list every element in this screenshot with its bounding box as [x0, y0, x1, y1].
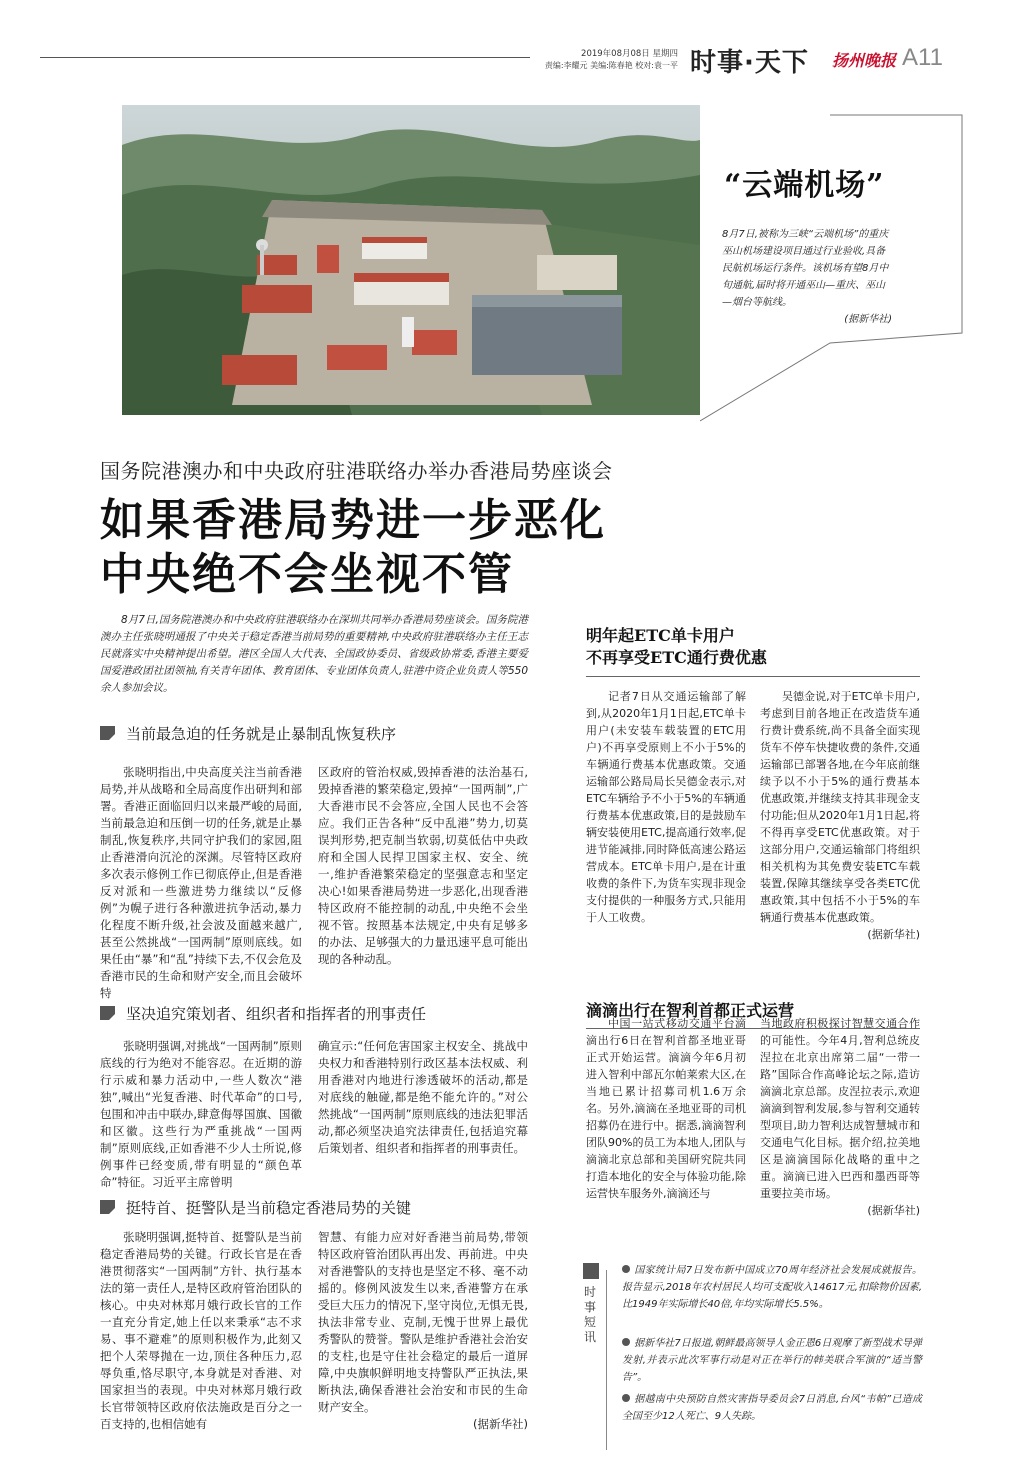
- section-3-col-2: [318, 1229, 528, 1433]
- section-marker-icon: [100, 726, 115, 740]
- page-number: A11: [902, 44, 943, 71]
- briefs-tag-char: 事: [583, 1300, 596, 1314]
- section-heading-text: 当前最急迫的任务就是止暴制乱恢复秩序: [126, 725, 397, 743]
- etc-col-2: [760, 688, 920, 943]
- didi-headline: 滴滴出行在智利首都正式运营: [586, 1001, 795, 1020]
- didi-col-2: [760, 1015, 920, 1219]
- section-heading-1: [100, 723, 530, 743]
- paragraph: 张晓明强调,挺特首、挺警队是当前稳定香港局势的关键。行政长官是在香港贯彻落实“一国两制”方针、执行基本法的第一责任人,是特区政府管治团队的核心。中央对林郑月娥行政长官的工作一直充分肯定,她上任以来秉承“志不求易、事不避难”的原则积极作为,此刻又把个人荣辱抛在一边,顶住各种压力,忍辱负重,恪尽职守,本身就是对香港、对国家担当的表现。中央对林郑月娥行政长官带领特区政府依法施政是百分之一百支持的,也相信她有: [100, 1230, 302, 1431]
- main-kicker: 国务院港澳办和中央政府驻港联络办举办香港局势座谈会: [100, 459, 613, 483]
- airport-aerial-illustration: [122, 105, 700, 415]
- photo-caption-text: 8月7日,被称为三峡“云端机场”的重庆巫山机场建设项目通过行业验收,具备民航机场运行条件。该机场有望8月中旬通航,届时将开通巫山—重庆、巫山—烟台等航线。: [722, 229, 889, 308]
- section-1-col-1: [100, 764, 302, 1002]
- section-3-col-1: [100, 1229, 302, 1433]
- section-2-col-1: [100, 1038, 302, 1191]
- paragraph: 当地政府积极探讨智慧交通合作的可能性。今年4月,智利总统皮涅拉在北京出席第二届“一带一路”国际合作高峰论坛之际,造访滴滴北京总部。皮涅拉表示,欢迎滴滴到智利发展,参与智利交通转型项目,助力智利达成智慧城市和交通电气化目标。据介绍,拉美地区是滴滴国际化战略的重中之重。滴滴已进入巴西和墨西哥等重要拉美市场。: [760, 1017, 920, 1200]
- photo-title: “云端机场”: [724, 168, 885, 203]
- etc-headline-line-1: 明年起ETC单卡用户: [586, 626, 735, 645]
- paragraph: 确宣示:“任何危害国家主权安全、挑战中央权力和香港特别行政区基本法权威、利用香港对内地进行渗透破坏的活动,都是对底线的触碰,都是绝不能允许的。”对公然挑战“一国两制”原则底线的违法犯罪活动,都必须坚决追究法律责任,包括追究幕后策划者、组织者和指挥者的刑事责任。: [318, 1039, 528, 1155]
- bullet-icon: [622, 1338, 630, 1346]
- section-heading-3: [100, 1197, 530, 1217]
- brief-text: 据新华社7日报道,朝鲜最高领导人金正恩6日观摩了新型战术导弹发射,并表示此次军事行动是对正在举行的韩美联合军演的“适当警告”。: [622, 1338, 922, 1383]
- etc-rule: [586, 676, 920, 677]
- bullet-icon: [622, 1394, 630, 1402]
- brief-text: 据越南中央预防自然灾害指导委员会7日消息,台风“韦帕”已造成全国至少12人死亡、9人失踪。: [622, 1394, 922, 1422]
- paragraph: 记者7日从交通运输部了解到,从2020年1月1日起,ETC单卡用户(未安装车载装置的ETC用户)不再享受原则上不小于5%的车辆通行费基本优惠政策。交通运输部公路局局长吴德金表示,对ETC车辆给予不小于5%的车辆通行费基本优惠政策,目的是鼓励车辆安装使用ETC,提高通行效率,促进节能减排,同时降低高速公路运营成本。ETC单卡用户,是在计重收费的条件下,为货车实现非现金支付提供的一种服务方式,只能用于人工收费。: [586, 690, 746, 924]
- main-headline-line-1: 如果香港局势进一步恶化: [100, 495, 606, 546]
- didi-source: (据新华社): [867, 1204, 920, 1217]
- photo-caption-source: (据新华社): [844, 314, 892, 325]
- section-marker-icon: [100, 1006, 115, 1020]
- photo-caption: [722, 226, 892, 328]
- etc-headline: [586, 625, 767, 669]
- briefs-tag-char: 讯: [583, 1330, 596, 1344]
- masthead-editors: 责编:李耀元 美编:陈春艳 校对:袁一平: [544, 61, 678, 70]
- didi-col-1: [586, 1015, 746, 1202]
- section-1-col-2: [318, 764, 528, 968]
- masthead-meta: [528, 49, 678, 71]
- brief-item: [622, 1262, 922, 1313]
- arrow-icon: [583, 1263, 599, 1279]
- briefs-tag: [583, 1263, 605, 1345]
- etc-headline-line-2: 不再享受ETC通行费优惠: [586, 648, 767, 667]
- masthead-date: 2019年08月08日 星期四: [581, 49, 678, 59]
- etc-source: (据新华社): [867, 928, 920, 941]
- briefs-tag-char: 短: [583, 1315, 596, 1329]
- bullet-icon: [622, 1265, 630, 1273]
- section-2-col-2: [318, 1038, 528, 1157]
- paragraph: 张晓明指出,中央高度关注当前香港局势,并从战略和全局高度作出研判和部署。香港正面临回归以来最严峻的局面,当前最急迫和压倒一切的任务,就是止暴制乱,恢复秩序,共同守护我们的家园,阻止香港滑向沉沦的深渊。尽管特区政府多次表示修例工作已彻底停止,但是香港反对派和一些激进势力继续以“反修例”为幌子进行各种激进抗争活动,暴力化程度不断升级,社会波及面越来越广,甚至公然挑战“一国两制”原则底线。如果任由“暴”和“乱”持续下去,不仅会危及香港市民的生命和财产安全,而且会破坏特: [100, 765, 302, 1000]
- section-3-source: (据新华社): [473, 1417, 528, 1431]
- main-lead: 8月7日,国务院港澳办和中央政府驻港联络办在深圳共同举办香港局势座谈会。国务院港澳办主任张晓明通报了中央关于稳定香港当前局势的重要精神,中央政府驻港联络办主任王志民就落实中央精神提出希望。港区全国人大代表、全国政协委员、省级政协常委,香港主要爱国爱港政团社团领袖,有关青年团体、教育团体、专业团体负责人,驻港中资企业负责人等550余人参加会议。: [100, 614, 528, 694]
- paragraph: 智慧、有能力应对好香港当前局势,带领特区政府管治团队再出发、再前进。中央对香港警队的支持也是坚定不移、毫不动摇的。修例风波发生以来,香港警方在承受巨大压力的情况下,坚守岗位,无惧无畏,执法非常专业、克制,无愧于世界上最优秀警队的赞誉。警队是维护香港社会治安的支柱,也是守住社会稳定的最后一道屏障,中央旗帜鲜明地支持警队严正执法,果断执法,确保香港社会治安和市民的生命财产安全。: [318, 1230, 528, 1414]
- briefs-divider: [606, 1270, 607, 1450]
- brief-item: [622, 1391, 922, 1425]
- paragraph: 张晓明强调,对挑战“一国两制”原则底线的行为绝对不能容忍。在近期的游行示威和暴力活动中,一些人数次“港独”,喊出“光复香港、时代革命”的口号,包围和冲击中联办,肆意侮辱国旗、国徽和区徽。这些行为严重挑战“一国两制”原则底线,正如香港不少人士所说,修例事件已经变质,带有明显的“颜色革命”特征。习近平主席曾明: [100, 1039, 302, 1189]
- section-heading-text: 挺特首、挺警队是当前稳定香港局势的关键: [126, 1199, 412, 1217]
- main-headline-line-2: 中央绝不会坐视不管: [100, 549, 514, 600]
- etc-col-1: [586, 688, 746, 926]
- paragraph: 吴德金说,对于ETC单卡用户,考虑到目前各地正在改造货车通行费计费系统,尚不具备全面实现货车不停车快捷收费的条件,交通运输部已部署各地,在今年底前继续予以不小于5%的通行费基本优惠政策,并继续支持其非现金支付功能;但从2020年1月1日起,将不得再享受ETC优惠政策。对于这部分用户,交通运输部门将组织相关机构为其免费安装ETC车载装置,保障其继续享受各类ETC优惠政策,其中包括不小于5%的车辆通行费基本优惠政策。: [760, 690, 920, 924]
- brief-item: [622, 1335, 922, 1386]
- briefs-tag-char: 时: [583, 1285, 596, 1299]
- brief-text: 国家统计局7日发布新中国成立70周年经济社会发展成就报告。报告显示,2018年农村居民人均可支配收入14617元,扣除物价因素,比1949年实际增长40倍,年均实际增长5.5%。: [622, 1265, 922, 1310]
- paragraph: 中国一站式移动交通平台滴滴出行6日在智利首都圣地亚哥正式开始运营。滴滴今年6月初进入智利中部瓦尔帕莱索大区,在当地已累计招募司机1.6万余名。另外,滴滴在圣地亚哥的司机招募仍在进行中。据悉,滴滴智利团队90%的员工为本地人,团队与滴滴北京总部和美国研究院共同打造本地化的安全与体验功能,除运营快车服务外,滴滴还与: [586, 1017, 746, 1200]
- section-title: 时事·天下: [690, 48, 809, 78]
- section-marker-icon: [100, 1200, 115, 1214]
- newspaper-logo: 扬州晚报: [832, 51, 897, 70]
- section-heading-2: [100, 1003, 530, 1023]
- paragraph: 区政府的管治权威,毁掉香港的法治基石,毁掉香港的繁荣稳定,毁掉“一国两制”,广大香港市民不会答应,全国人民也不会答应。我们正告各种“反中乱港”势力,切莫误判形势,把克制当软弱,切莫低估中央政府和全国人民捍卫国家主权、安全、统一,维护香港繁荣稳定的坚强意志和坚定决心!如果香港局势进一步恶化,出现香港特区政府不能控制的动乱,中央绝不会坐视不管。按照基本法规定,中央有足够多的办法、足够强大的力量迅速平息可能出现的各种动乱。: [318, 765, 528, 966]
- section-heading-text: 坚决追究策划者、组织者和指挥者的刑事责任: [126, 1005, 427, 1023]
- masthead-rule: [40, 57, 530, 58]
- airport-photo: [122, 105, 700, 415]
